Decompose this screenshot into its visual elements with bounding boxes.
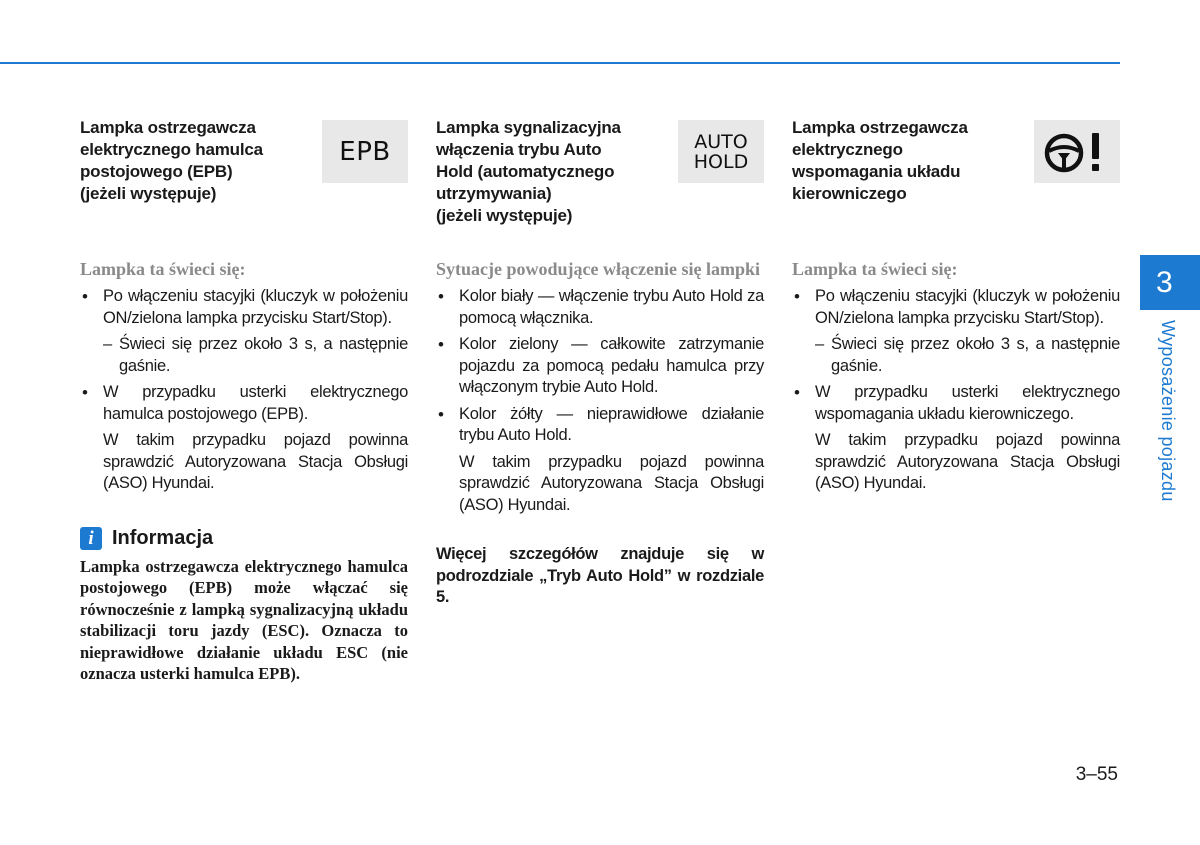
page-number: 3–55 xyxy=(1075,764,1118,785)
info-icon: i xyxy=(80,527,102,550)
bullet-text: • W przypadku usterki elektrycznego wspomagania układu kierowniczego. xyxy=(815,383,1120,423)
bullet-list xyxy=(792,286,1120,495)
section-title: Lampka sygnalizacyjna włączenia trybu Auto Hold (automatycznego utrzymywania) (jeżeli występuje) xyxy=(436,118,621,225)
info-header xyxy=(80,527,408,550)
list-item xyxy=(436,334,764,399)
epb-icon-label: EPB xyxy=(339,136,391,167)
section-title: Lampka ostrzegawcza elektrycznego hamulca postojowego (EPB) (jeżeli występuje) xyxy=(80,118,263,203)
info-title: Informacja xyxy=(112,526,214,549)
bullet-text: • Po włączeniu stacyjki (kluczyk w położeniu ON/zielona lampka przycisku Start/Stop). xyxy=(815,287,1120,327)
steering-warning-icon xyxy=(1034,120,1120,183)
list-item xyxy=(80,382,408,495)
list-item xyxy=(80,286,408,377)
subheading: Sytuacje powodujące włączenie się lampki xyxy=(436,259,760,279)
more-info-text: Więcej szczegółów znajduje się w podrozdziale „Tryb Auto Hold” w rozdziale 5. xyxy=(436,545,764,606)
list-item xyxy=(436,404,764,517)
auto-hold-icon xyxy=(678,120,764,183)
bullet-text: • W przypadku usterki elektrycznego hamulca postojowego (EPB). xyxy=(103,383,408,423)
chapter-label: Wyposażenie pojazdu xyxy=(1158,320,1178,502)
list-item xyxy=(792,382,1120,495)
section-header xyxy=(436,117,764,227)
bullet-note: W takim przypadku pojazd powinna sprawdzić Autoryzowana Stacja Obsługi (ASO) Hyundai. xyxy=(103,431,408,492)
list-item xyxy=(792,286,1120,377)
list-item xyxy=(436,286,764,329)
bullet-text: • Kolor żółty — nieprawidłowe działanie trybu Auto Hold. xyxy=(459,404,764,444)
auto-hold-icon-line1: AUTO xyxy=(694,130,748,153)
bullet-list xyxy=(436,286,764,516)
dash-item: – Świeci się przez około 3 s, a następnie gaśnie. xyxy=(103,334,408,377)
subheading: Lampka ta świeci się: xyxy=(80,259,246,279)
bullet-list xyxy=(80,286,408,495)
steering-wheel-exclamation-icon xyxy=(1042,127,1112,177)
epb-icon xyxy=(322,120,408,183)
chapter-tab: 3 xyxy=(1140,255,1200,310)
column-epb xyxy=(80,117,408,685)
column-auto-hold xyxy=(436,117,764,609)
bullet-note: W takim przypadku pojazd powinna sprawdzić Autoryzowana Stacja Obsługi (ASO) Hyundai. xyxy=(459,452,764,514)
auto-hold-icon-line2: HOLD xyxy=(693,150,749,173)
dash-item: – Świeci się przez około 3 s, a następnie gaśnie. xyxy=(815,334,1120,377)
section-header xyxy=(80,117,408,205)
bullet-text: • Po włączeniu stacyjki (kluczyk w położeniu ON/zielona lampka przycisku Start/Stop). xyxy=(103,287,408,327)
column-steering xyxy=(792,117,1120,500)
bullet-text: • Kolor biały — włączenie trybu Auto Hold za pomocą włącznika. xyxy=(459,287,764,327)
info-body: Lampka ostrzegawcza elektrycznego hamulca postojowego (EPB) może włączać się równocześnie z lampką sygnalizacyjną układu stabilizacji toru jazdy (ESC). Oznacza to nieprawidłowe działanie układu ESC (nie oznacza usterki hamulca EPB). xyxy=(80,556,408,683)
bullet-note: W takim przypadku pojazd powinna sprawdzić Autoryzowana Stacja Obsługi (ASO) Hyundai. xyxy=(815,431,1120,492)
section-title: Lampka ostrzegawcza elektrycznego wspomagania układu kierowniczego xyxy=(792,118,968,203)
bullet-text: • Kolor zielony — całkowite zatrzymanie pojazdu za pomocą pedału hamulca przy włączonym trybie Auto Hold. xyxy=(459,335,764,396)
top-rule xyxy=(0,62,1120,64)
subheading: Lampka ta świeci się: xyxy=(792,259,958,279)
section-header xyxy=(792,117,1120,205)
